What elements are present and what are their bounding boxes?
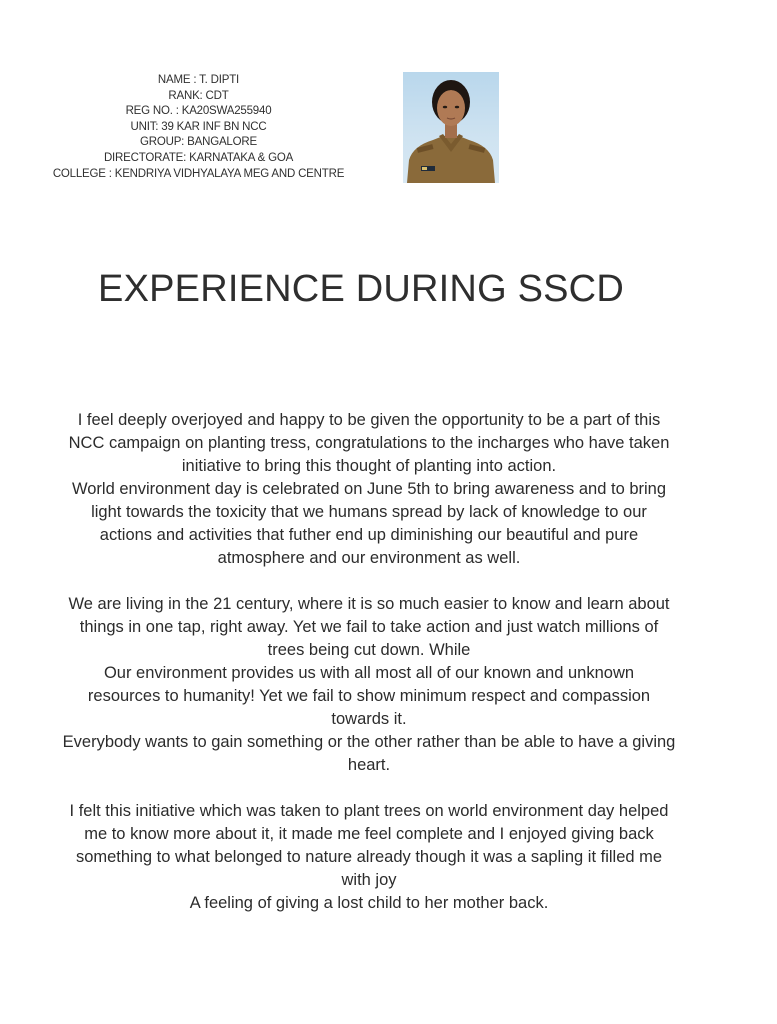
paragraph-line: light towards the toxicity that we humans spread by lack of knowledge to our	[91, 503, 647, 521]
paragraph-line: atmosphere and our environment as well.	[217, 549, 521, 567]
paragraph-line: Everybody wants to gain something or the other rather than be able to have a giving	[62, 733, 676, 751]
cadet-unit: UNIT: 39 KAR INF BN NCC	[130, 120, 267, 133]
paragraph-line: World environment day is celebrated on June 5th to bring awareness and to bring	[71, 480, 667, 498]
paragraph-line: A feeling of giving a lost child to her mother back.	[189, 894, 549, 912]
cadet-portrait-illustration	[403, 72, 499, 183]
paragraph-line: actions and activities that futher end up diminishing our beautiful and pure	[99, 526, 639, 544]
paragraph-line: NCC campaign on planting tress, congratulations to the incharges who have taken	[68, 434, 670, 452]
page-title: EXPERIENCE DURING SSCD	[98, 268, 624, 310]
paragraph-line: things in one tap, right away. Yet we fail to take action and just watch millions of	[79, 618, 659, 636]
paragraph-line: resources to humanity! Yet we fail to show minimum respect and compassion	[87, 687, 651, 705]
paragraph-line: something to what belonged to nature already though it was a sapling it filled me	[75, 848, 663, 866]
paragraph-gap	[4, 570, 734, 593]
paragraph-line: towards it.	[331, 710, 407, 728]
paragraph-line: trees being cut down. While	[267, 641, 471, 659]
paragraph-line: heart.	[347, 756, 391, 774]
paragraph-line: I felt this initiative which was taken to plant trees on world environment day helped	[69, 802, 669, 820]
cadet-rank: RANK: CDT	[168, 89, 229, 102]
paragraph-line: We are living in the 21 century, where it is so much easier to know and learn about	[68, 595, 670, 613]
cadet-info-block	[20, 73, 377, 182]
cadet-reg-no: REG NO. : KA20SWA255940	[125, 105, 272, 118]
paragraph-line: Our environment provides us with all most all of our known and unknown	[103, 664, 635, 682]
cadet-directorate: DIRECTORATE: KARNATAKA & GOA	[103, 151, 294, 164]
paragraph-line: me to know more about it, it made me feel complete and I enjoyed giving back	[84, 825, 654, 843]
cadet-college: COLLEGE : KENDRIYA VIDHYALAYA MEG AND CENTRE	[52, 167, 345, 180]
cadet-photo	[403, 72, 499, 183]
cadet-group: GROUP: BANGALORE	[140, 136, 257, 149]
cadet-name: NAME : T. DIPTI	[157, 74, 240, 86]
essay-body	[4, 409, 734, 915]
paragraph-line: with joy	[341, 871, 397, 889]
paragraph-line: I feel deeply overjoyed and happy to be given the opportunity to be a part of this	[77, 411, 661, 429]
paragraph-line: initiative to bring this thought of planting into action.	[181, 457, 557, 475]
paragraph-gap	[4, 777, 734, 800]
